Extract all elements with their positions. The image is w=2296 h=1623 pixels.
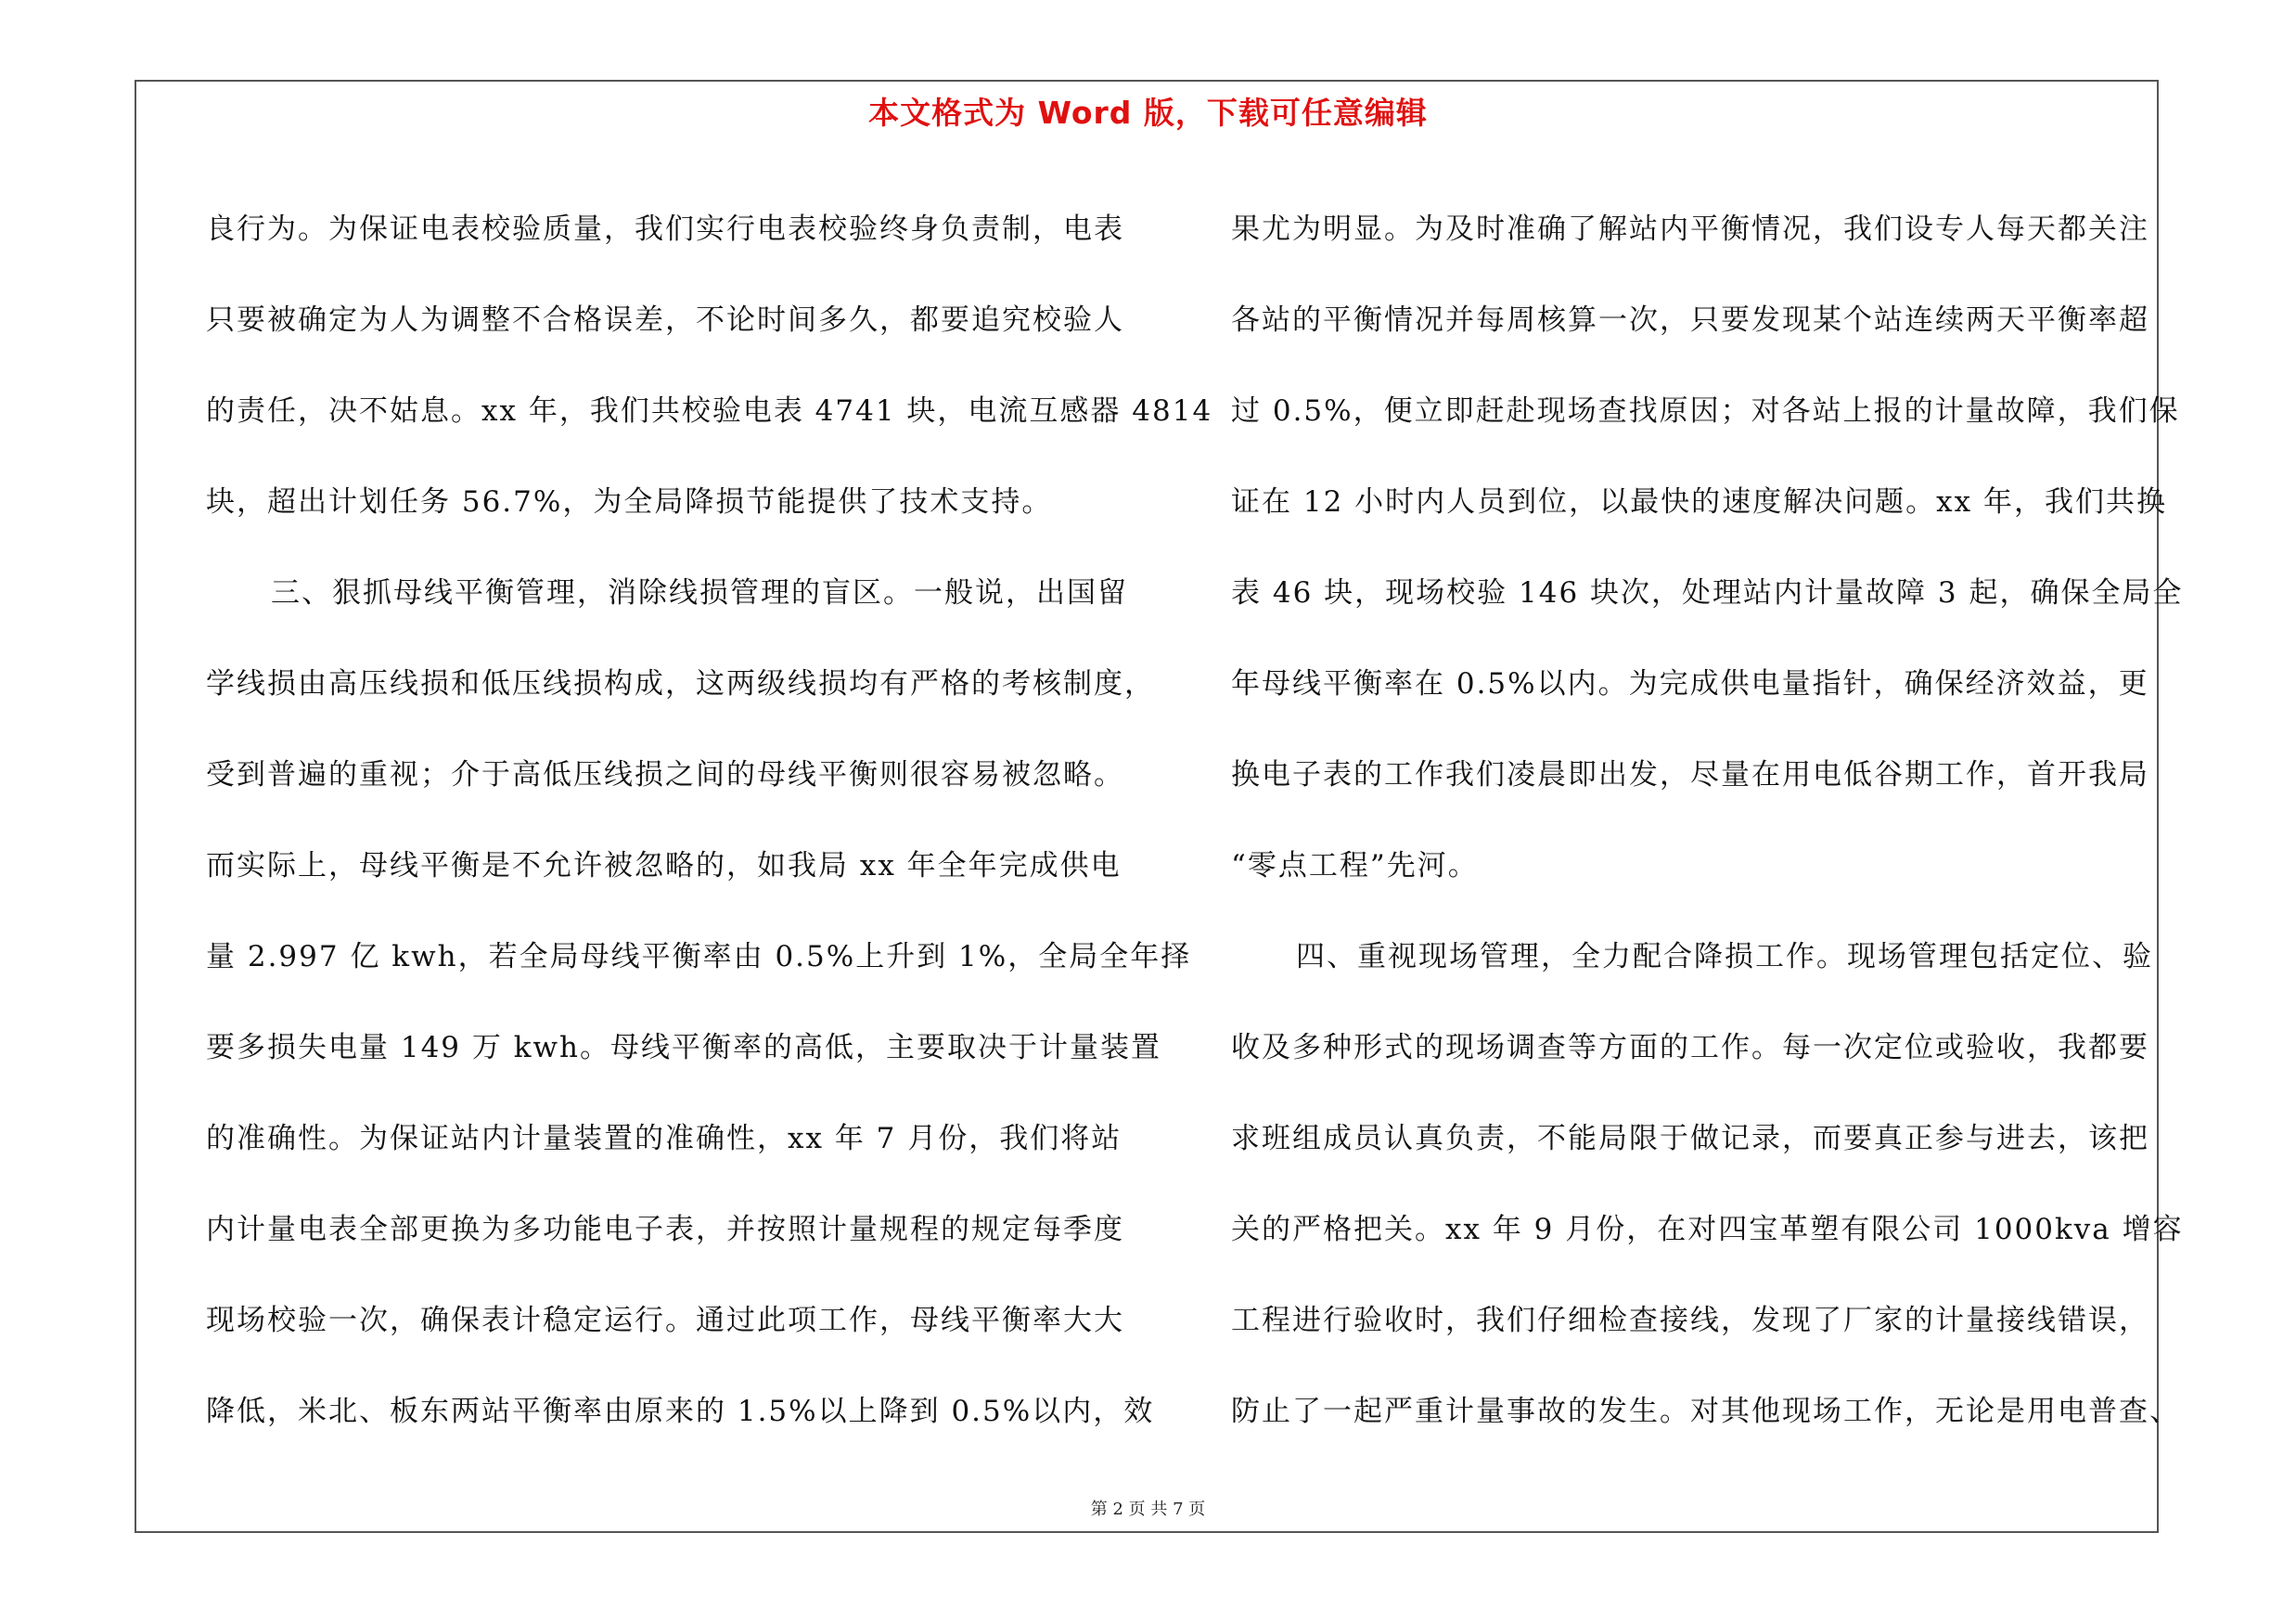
text-line: 换电子表的工作我们凌晨即出发，尽量在用电低谷期工作，首开我局 (1231, 758, 2149, 792)
text-line: 工程进行验收时，我们仔细检查接线，发现了厂家的计量接线错误， (1231, 1304, 2149, 1337)
text-line: 的准确性。为保证站内计量装置的准确性，xx 年 7 月份，我们将站 (206, 1122, 1122, 1155)
text-line: 块，超出计划任务 56.7%，为全局降损节能提供了技术支持。 (206, 485, 1053, 519)
text-line: 果尤为明显。为及时准确了解站内平衡情况，我们设专人每天都关注 (1231, 213, 2149, 246)
text-line: 学线损由高压线损和低压线损构成，这两级线损均有严格的考核制度， (206, 667, 1155, 701)
text-line: 求班组成员认真负责，不能局限于做记录，而要真正参与进去，该把 (1231, 1122, 2149, 1155)
right-text-column (1231, 184, 2184, 1457)
text-line: “零点工程”先河。 (1231, 849, 1479, 882)
text-line: 受到普遍的重视；介于高低压线损之间的母线平衡则很容易被忽略。 (206, 758, 1124, 792)
text-line: 证在 12 小时内人员到位，以最快的速度解决问题。xx 年，我们共换 (1231, 485, 2167, 519)
left-text-column (206, 184, 1213, 1457)
text-line: 关的严格把关。xx 年 9 月份，在对四宝革塑有限公司 1000kva 增容 (1231, 1213, 2184, 1246)
paragraph-start-line: 四、重视现场管理，全力配合降损工作。现场管理包括定位、验 (1296, 940, 2153, 973)
text-line: 收及多种形式的现场调查等方面的工作。每一次定位或验收，我都要 (1231, 1031, 2149, 1064)
text-line: 良行为。为保证电表校验质量，我们实行电表校验终身负责制，电表 (206, 213, 1124, 246)
text-line: 表 46 块，现场校验 146 块次，处理站内计量故障 3 起，确保全局全 (1231, 576, 2184, 610)
header-banner: 本文格式为 Word 版，下载可任意编辑 (868, 95, 1428, 131)
text-line: 降低，米北、板东两站平衡率由原来的 1.5%以上降到 0.5%以内，效 (206, 1395, 1155, 1428)
paragraph-start-line: 三、狠抓母线平衡管理，消除线损管理的盲区。一般说，出国留 (271, 576, 1128, 610)
text-line: 而实际上，母线平衡是不允许被忽略的，如我局 xx 年全年完成供电 (206, 849, 1122, 882)
page-footer: 第 2 页 共 7 页 (1090, 1500, 1206, 1519)
text-line: 要多损失电量 149 万 kwh。母线平衡率的高低，主要取决于计量装置 (206, 1031, 1162, 1064)
text-line: 过 0.5%，便立即赶赴现场查找原因；对各站上报的计量故障，我们保 (1231, 394, 2180, 428)
text-line: 各站的平衡情况并每周核算一次，只要发现某个站连续两天平衡率超 (1231, 303, 2149, 337)
text-line: 只要被确定为人为调整不合格误差，不论时间多久，都要追究校验人 (206, 303, 1124, 337)
text-line: 的责任，决不姑息。xx 年，我们共校验电表 4741 块，电流互感器 4814 (206, 394, 1213, 428)
text-line: 防止了一起严重计量事故的发生。对其他现场工作，无论是用电普查、 (1231, 1395, 2180, 1428)
text-line: 现场校验一次，确保表计稳定运行。通过此项工作，母线平衡率大大 (206, 1304, 1124, 1337)
text-line: 内计量电表全部更换为多功能电子表，并按照计量规程的规定每季度 (206, 1213, 1124, 1246)
text-line: 年母线平衡率在 0.5%以内。为完成供电量指针，确保经济效益，更 (1231, 667, 2149, 701)
text-line: 量 2.997 亿 kwh，若全局母线平衡率由 0.5%上升到 1%，全局全年择 (206, 940, 1192, 973)
